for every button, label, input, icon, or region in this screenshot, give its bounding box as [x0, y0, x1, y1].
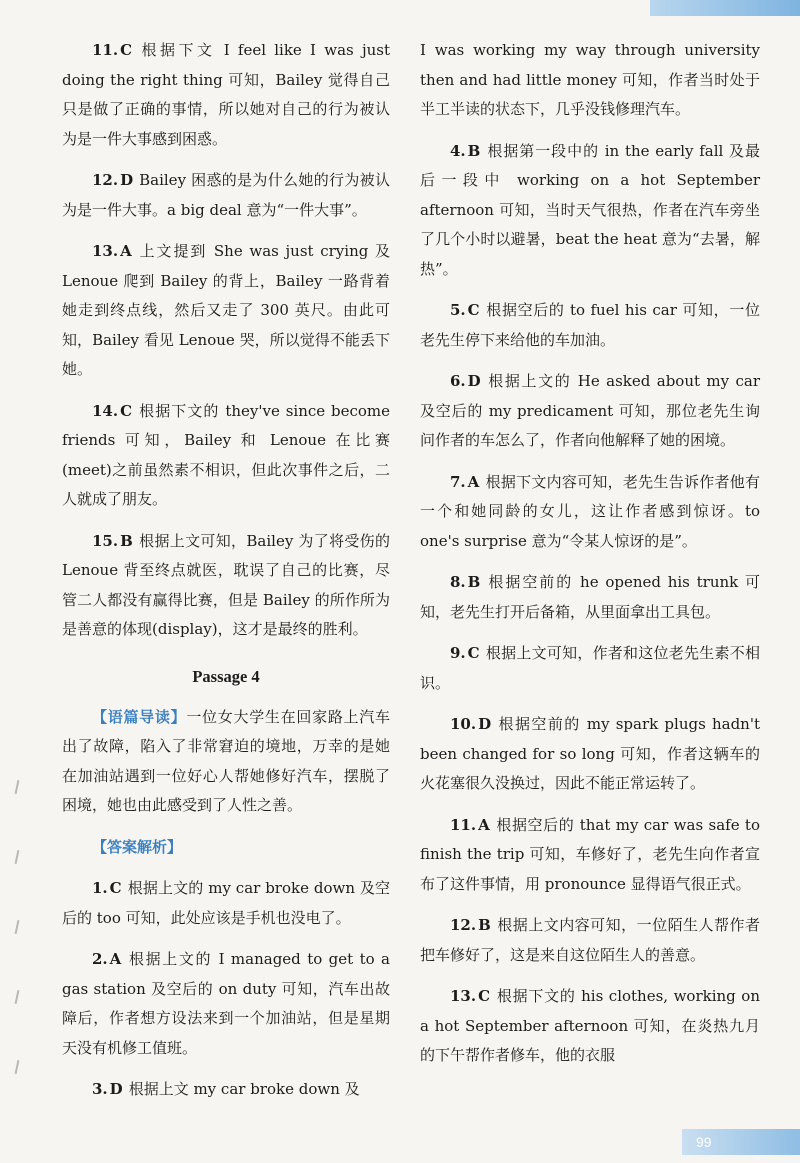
answer-item-3-continuation: I was working my way through university then and had little money 可知，作者当时处于半工半读的状态下，几乎没钱修理汽车。 [420, 41, 760, 118]
answer-item-11b: 11. A 根据空后的 that my car was safe to finish the trip 可知，车修好了，老先生向作者宣布了这件事情，用 pronounce 显得语气很正式。 [420, 815, 760, 893]
answer-item-1: 1. C 根据上文的 my car broke down 及空后的 too 可知，此处应该是手机也没电了。 [62, 879, 390, 927]
page-number: 99 [682, 1129, 800, 1155]
margin-pencil-marks [14, 780, 24, 1110]
answer-item-15: 15. B 根据上文可知，Bailey 为了将受伤的 Lenoue 背至终点就医，耽误了自己的比赛，尽管二人都没有赢得比赛，但是 Bailey 的所作所为是善意的体现(display)，这才是最终的胜利。 [62, 531, 390, 638]
left-column [62, 36, 390, 1117]
answer-item-13: 13. A 上文提到 She was just crying 及 Lenoue 爬到 Bailey 的背上，Bailey 一路背着她走到终点线，然后又走了 300 英尺。由此可知，Bailey 看见 Lenoue 哭，所以觉得不能丢下她。 [62, 242, 390, 378]
analysis-tag: 【答案解析】 [92, 837, 183, 856]
passage-title: Passage 4 [192, 666, 260, 686]
answer-item-12b: 12. B 根据上文内容可知，一位陌生人帮作者把车修好了，这是来自这位陌生人的善意。 [420, 916, 760, 964]
answer-item-12: 12. D Bailey 困惑的是为什么她的行为被认为是一件大事。a big deal 意为“一件大事”。 [62, 171, 390, 219]
answer-item-5: 5. C 根据空后的 to fuel his car 可知，一位老先生停下来给他的车加油。 [420, 301, 760, 349]
answer-item-10: 10. D 根据空前的 my spark plugs hadn't been changed for so long 可知，作者这辆车的火花塞很久没换过，因此不能正常运转了。 [420, 715, 760, 792]
guide-tag: 【语篇导读】 [92, 707, 187, 726]
answer-item-6: 6. D 根据上文的 He asked about my car 及空后的 my predicament 可知，那位老先生询问作者的车怎么了，作者向他解释了她的困境。 [420, 372, 760, 449]
answer-item-14: 14. C 根据下文的 they've since become friends 可知，Bailey 和 Lenoue 在比赛(meet)之前虽然素不相识，但此次事件之后，二人就成了朋友。 [62, 401, 390, 508]
answer-item-2: 2. A 根据上文的 I managed to get to a gas station 及空后的 on duty 可知，汽车出故障后，作者想方设法来到一个加油站，但是星期天没有机修工值班。 [62, 950, 390, 1057]
answer-item-13b: 13. C 根据下文的 his clothes, working on a hot September afternoon 可知，在炎热九月的下午帮作者修车，他的衣服 [420, 987, 760, 1064]
header-color-band [650, 0, 800, 16]
answer-item-11: 11. C 根据下文 I feel like I was just doing the right thing 可知，Bailey 觉得自己只是做了正确的事情，所以她对自己的行为被认为是一件大事感到困惑。 [62, 41, 390, 148]
answer-item-4: 4. B 根据第一段中的 in the early fall 及最后一段中 working on a hot September afternoon 可知，当时天气很热，作者在汽车旁坐了几个小时以避暑，beat the heat 意为“去暑，解热”。 [420, 141, 760, 278]
answer-item-9: 9. C 根据上文可知，作者和这位老先生素不相识。 [420, 644, 760, 692]
reading-guide: 【语篇导读】一位女大学生在回家路上汽车出了故障，陷入了非常窘迫的境地，万幸的是她在加油站遇到一位好心人帮她修好汽车，摆脱了困境，她也由此感受到了人性之善。 [62, 707, 390, 814]
answer-item-7: 7. A 根据下文内容可知，老先生告诉作者他有一个和她同龄的女儿，这让作者感到惊讶。to one's surprise 意为“令某人惊讶的是”。 [420, 472, 760, 550]
answer-item-8: 8. B 根据空前的 he opened his trunk 可知，老先生打开后备箱，从里面拿出工具包。 [420, 573, 760, 621]
analysis-heading [62, 833, 390, 863]
answer-item-3: 3. D 根据上文 my car broke down 及 [92, 1080, 360, 1098]
right-column [420, 36, 760, 1083]
